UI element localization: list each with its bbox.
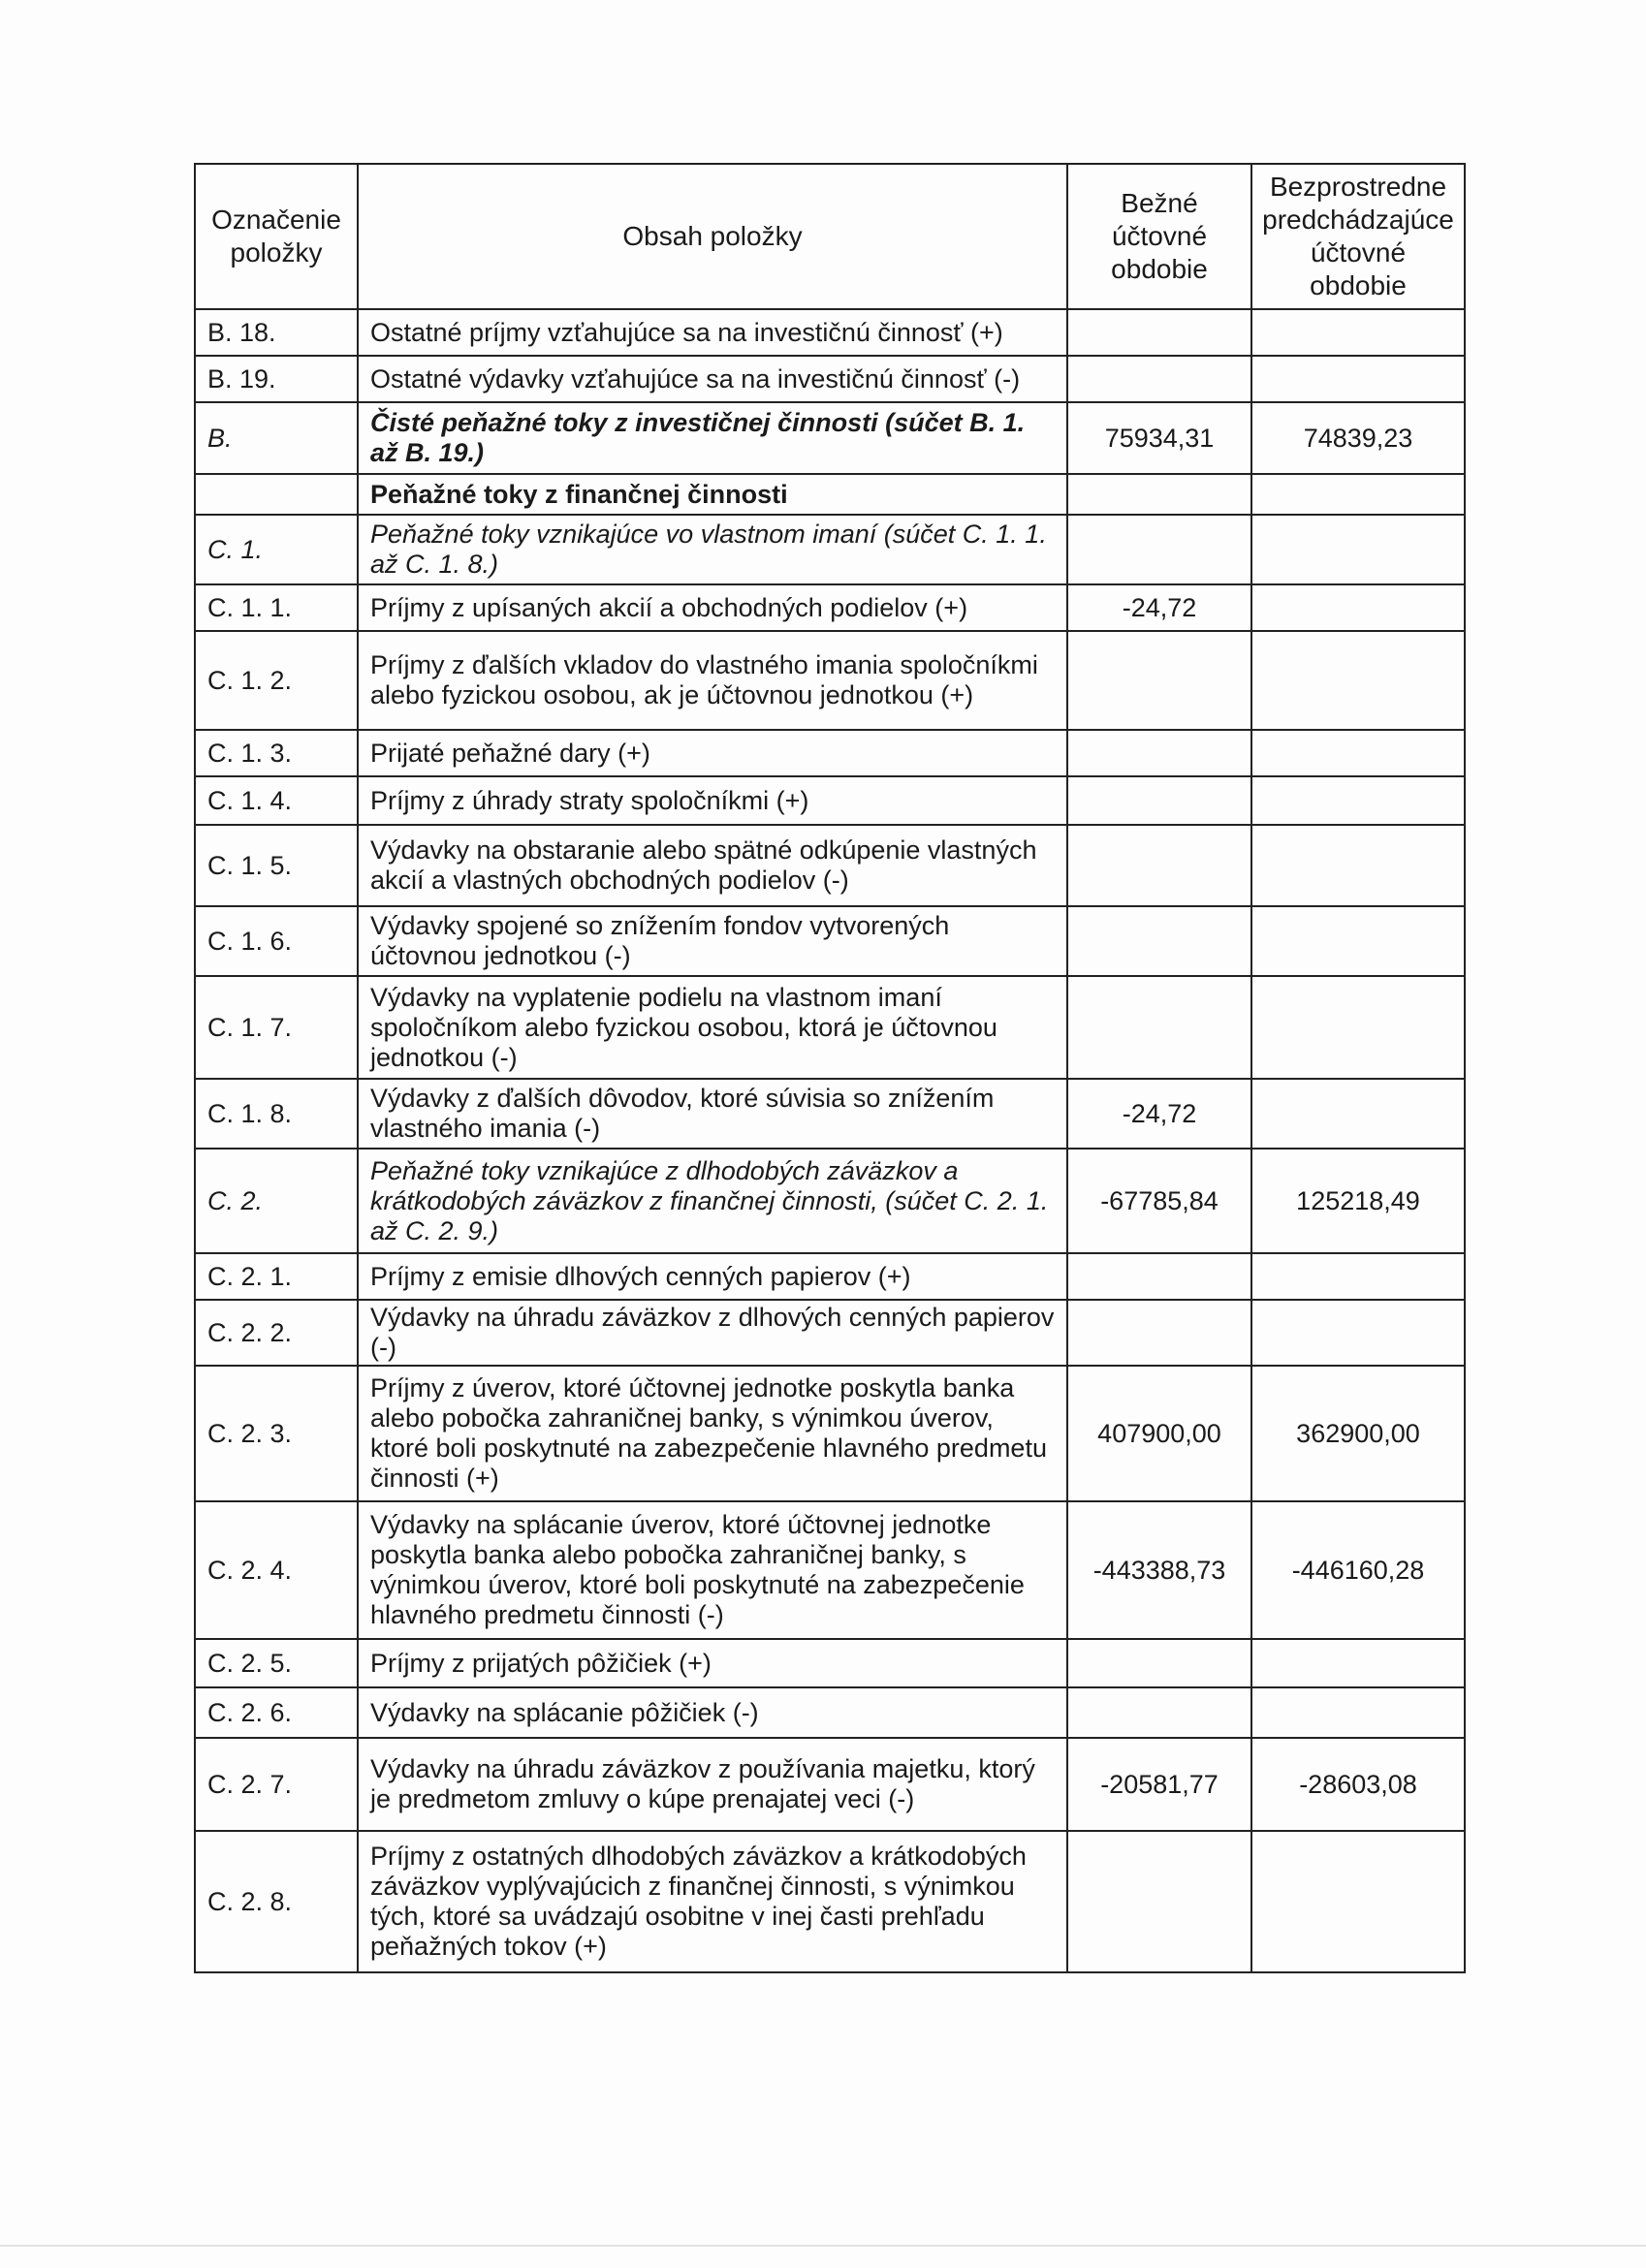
row-text: Výdavky z ďalších dôvodov, ktoré súvisia so znížením vlastného imania (-)	[358, 1079, 1067, 1149]
row-current	[1067, 631, 1251, 730]
table-row	[195, 1501, 1465, 1639]
row-current: 75934,31	[1067, 402, 1251, 474]
table-row	[195, 356, 1465, 402]
row-previous	[1251, 1639, 1465, 1687]
row-previous	[1251, 515, 1465, 584]
table-row	[195, 309, 1465, 356]
row-previous	[1251, 356, 1465, 402]
row-current	[1067, 1639, 1251, 1687]
row-text: Príjmy z úverov, ktoré účtovnej jednotke poskytla banka alebo pobočka zahraničnej banky, s výnimkou úverov, ktoré boli poskytnuté na zabezpečenie hlavného predmetu činnosti (+)	[358, 1366, 1067, 1501]
row-text: Príjmy z emisie dlhových cenných papierov (+)	[358, 1253, 1067, 1300]
row-text: Príjmy z ostatných dlhodobých záväzkov a krátkodobých záväzkov vyplývajúcich z finančnej činnosti, s výnimkou tých, ktoré sa uvádzajú osobitne v inej časti prehľadu peňažných tokov (+)	[358, 1831, 1067, 1972]
row-code: C. 2. 8.	[195, 1831, 358, 1972]
table-row	[195, 584, 1465, 631]
table-row	[195, 1831, 1465, 1972]
table-row	[195, 1738, 1465, 1831]
row-current: -443388,73	[1067, 1501, 1251, 1639]
row-code: C. 2. 3.	[195, 1366, 358, 1501]
row-code: C. 1. 1.	[195, 584, 358, 631]
row-text: Výdavky spojené so znížením fondov vytvorených účtovnou jednotkou (-)	[358, 906, 1067, 976]
row-previous: -446160,28	[1251, 1501, 1465, 1639]
row-code: C. 2. 1.	[195, 1253, 358, 1300]
row-text: Výdavky na obstaranie alebo spätné odkúpenie vlastných akcií a vlastných obchodných podielov (-)	[358, 825, 1067, 906]
table-row	[195, 730, 1465, 776]
row-code: C. 1. 8.	[195, 1079, 358, 1149]
table-row	[195, 825, 1465, 906]
row-previous	[1251, 906, 1465, 976]
table-row	[195, 1253, 1465, 1300]
row-text: Výdavky na splácanie úverov, ktoré účtovnej jednotke poskytla banka alebo pobočka zahraničnej banky, s výnimkou úverov, ktoré boli poskytnuté na zabezpečenie hlavného predmetu činnosti (-)	[358, 1501, 1067, 1639]
row-text: Peňažné toky z finančnej činnosti	[358, 474, 1067, 515]
row-current: -67785,84	[1067, 1149, 1251, 1253]
row-previous: 362900,00	[1251, 1366, 1465, 1501]
row-code: C. 1. 3.	[195, 730, 358, 776]
row-code: C. 2. 7.	[195, 1738, 358, 1831]
row-code	[195, 474, 358, 515]
row-text: Príjmy z prijatých pôžičiek (+)	[358, 1639, 1067, 1687]
table-row	[195, 906, 1465, 976]
table-row	[195, 631, 1465, 730]
table-row-subtotal	[195, 1149, 1465, 1253]
row-code: B.	[195, 402, 358, 474]
row-text: Ostatné výdavky vzťahujúce sa na investičnú činnosť (-)	[358, 356, 1067, 402]
row-code: C. 1. 6.	[195, 906, 358, 976]
row-current	[1067, 776, 1251, 825]
row-current: -20581,77	[1067, 1738, 1251, 1831]
row-current	[1067, 1253, 1251, 1300]
row-current	[1067, 825, 1251, 906]
row-text: Príjmy z ďalších vkladov do vlastného imania spoločníkmi alebo fyzickou osobou, ak je účtovnou jednotkou (+)	[358, 631, 1067, 730]
row-text: Prijaté peňažné dary (+)	[358, 730, 1067, 776]
row-current: 407900,00	[1067, 1366, 1251, 1501]
page-bottom-divider	[0, 2245, 1646, 2247]
row-text: Čisté peňažné toky z investičnej činnosti (súčet B. 1. až B. 19.)	[358, 402, 1067, 474]
row-code: C. 2. 4.	[195, 1501, 358, 1639]
row-previous: 125218,49	[1251, 1149, 1465, 1253]
header-current-period: Bežné účtovné obdobie	[1067, 164, 1251, 309]
row-previous	[1251, 776, 1465, 825]
row-code: C. 1.	[195, 515, 358, 584]
cash-flow-table	[194, 163, 1466, 1973]
table-row-section-heading	[195, 474, 1465, 515]
header-content: Obsah položky	[358, 164, 1067, 309]
header-code: Označenie položky	[195, 164, 358, 309]
row-previous	[1251, 631, 1465, 730]
row-text: Peňažné toky vznikajúce z dlhodobých záväzkov a krátkodobých záväzkov z finančnej činnosti, (súčet C. 2. 1. až C. 2. 9.)	[358, 1149, 1067, 1253]
table-row	[195, 976, 1465, 1079]
row-current	[1067, 515, 1251, 584]
row-text: Ostatné príjmy vzťahujúce sa na investičnú činnosť (+)	[358, 309, 1067, 356]
row-code: C. 2. 6.	[195, 1687, 358, 1738]
row-text: Príjmy z upísaných akcií a obchodných podielov (+)	[358, 584, 1067, 631]
row-current	[1067, 1300, 1251, 1366]
row-current	[1067, 309, 1251, 356]
row-code: C. 1. 5.	[195, 825, 358, 906]
row-previous	[1251, 1687, 1465, 1738]
row-code: C. 1. 4.	[195, 776, 358, 825]
row-text: Výdavky na úhradu záväzkov z dlhových cenných papierov (-)	[358, 1300, 1067, 1366]
row-previous	[1251, 1300, 1465, 1366]
row-code: C. 1. 2.	[195, 631, 358, 730]
row-text: Výdavky na splácanie pôžičiek (-)	[358, 1687, 1067, 1738]
row-text: Výdavky na vyplatenie podielu na vlastnom imaní spoločníkom alebo fyzickou osobou, ktorá je účtovnou jednotkou (-)	[358, 976, 1067, 1079]
row-previous: -28603,08	[1251, 1738, 1465, 1831]
table-row	[195, 1300, 1465, 1366]
row-previous	[1251, 309, 1465, 356]
row-code: C. 2. 2.	[195, 1300, 358, 1366]
table-row-subtotal	[195, 402, 1465, 474]
row-current	[1067, 1687, 1251, 1738]
table-row	[195, 776, 1465, 825]
row-code: C. 1. 7.	[195, 976, 358, 1079]
row-current: -24,72	[1067, 1079, 1251, 1149]
row-code: C. 2.	[195, 1149, 358, 1253]
row-previous	[1251, 825, 1465, 906]
row-current	[1067, 474, 1251, 515]
row-text: Výdavky na úhradu záväzkov z používania majetku, ktorý je predmetom zmluvy o kúpe prenajatej veci (-)	[358, 1738, 1067, 1831]
row-text: Príjmy z úhrady straty spoločníkmi (+)	[358, 776, 1067, 825]
row-previous: 74839,23	[1251, 402, 1465, 474]
row-code: B. 19.	[195, 356, 358, 402]
row-previous	[1251, 730, 1465, 776]
table-row	[195, 1079, 1465, 1149]
row-previous	[1251, 474, 1465, 515]
row-current	[1067, 1831, 1251, 1972]
row-code: B. 18.	[195, 309, 358, 356]
header-previous-period: Bezprostredne predchádzajúce účtovné obdobie	[1251, 164, 1465, 309]
row-current	[1067, 906, 1251, 976]
row-previous	[1251, 1253, 1465, 1300]
row-previous	[1251, 1831, 1465, 1972]
row-previous	[1251, 1079, 1465, 1149]
row-current: -24,72	[1067, 584, 1251, 631]
row-current	[1067, 356, 1251, 402]
row-text: Peňažné toky vznikajúce vo vlastnom imaní (súčet C. 1. 1. až C. 1. 8.)	[358, 515, 1067, 584]
row-current	[1067, 976, 1251, 1079]
table-row	[195, 1687, 1465, 1738]
table-header-row	[195, 164, 1465, 309]
row-previous	[1251, 976, 1465, 1079]
row-current	[1067, 730, 1251, 776]
table-row	[195, 1639, 1465, 1687]
row-code: C. 2. 5.	[195, 1639, 358, 1687]
row-previous	[1251, 584, 1465, 631]
table-row	[195, 1366, 1465, 1501]
table-row-subtotal	[195, 515, 1465, 584]
